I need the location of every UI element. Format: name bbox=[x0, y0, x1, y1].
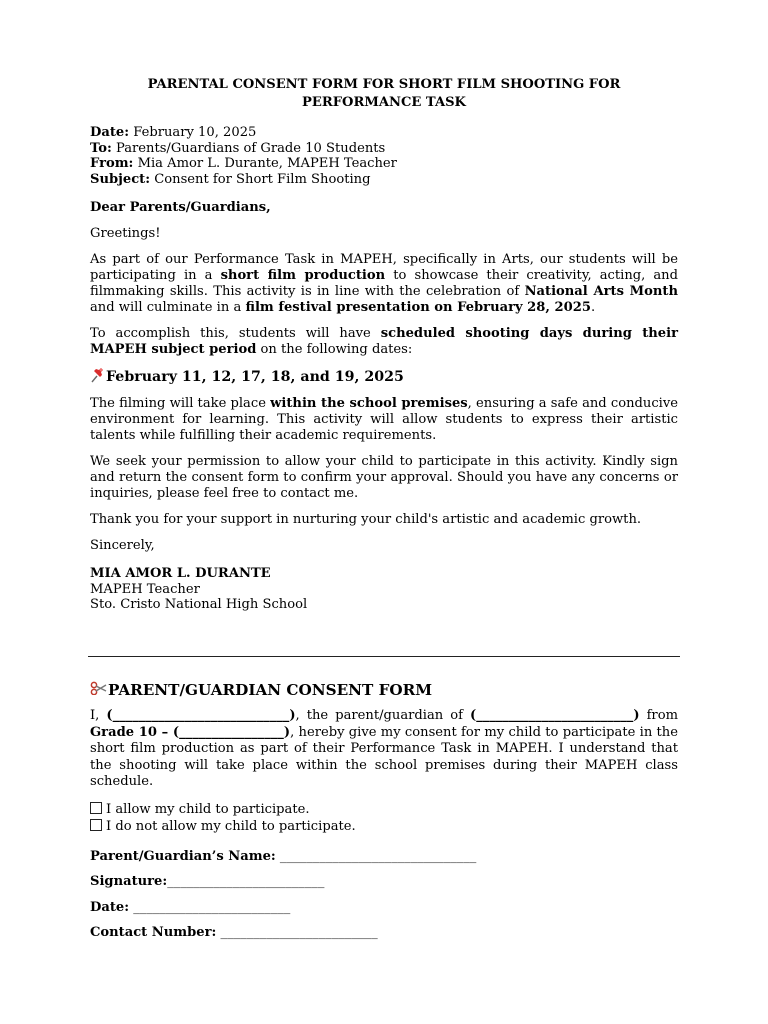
greeting: Greetings! bbox=[90, 226, 161, 241]
title-line-2: PERFORMANCE TASK bbox=[302, 95, 466, 110]
signature-line[interactable]: ________________________ bbox=[167, 874, 325, 889]
contact-number-line[interactable]: ________________________ bbox=[216, 925, 378, 940]
consent-form-title bbox=[90, 680, 678, 700]
signature-field[interactable] bbox=[90, 874, 678, 891]
consent-form-title-text: PARENT/GUARDIAN CONSENT FORM bbox=[108, 681, 433, 699]
option-allow[interactable] bbox=[90, 801, 678, 818]
shooting-dates bbox=[90, 367, 678, 386]
document-title bbox=[90, 76, 678, 112]
consent-form bbox=[90, 680, 678, 942]
meta-subject-label: Subject: bbox=[90, 171, 151, 187]
p1-text-e: and will culminate in a bbox=[90, 300, 246, 315]
child-name-blank[interactable]: (________________________) bbox=[470, 708, 640, 723]
paragraph-1 bbox=[90, 252, 678, 316]
consent-statement bbox=[90, 708, 678, 791]
pushpin-icon bbox=[90, 367, 106, 383]
letter-meta bbox=[90, 125, 678, 187]
meta-from-value: Mia Amor L. Durante, MAPEH Teacher bbox=[137, 156, 397, 171]
meta-from bbox=[90, 156, 678, 172]
paragraph-4: We seek your permission to allow your child to participate in this activity. Kindly sign and return the consent form to confirm your approval. Should you have any concerns or inquiries, please feel free to contact me. bbox=[90, 454, 678, 501]
checkbox-allow[interactable] bbox=[90, 802, 102, 814]
option-deny-label: I do not allow my child to participate. bbox=[106, 818, 356, 834]
meta-to bbox=[90, 141, 678, 157]
p1-bold-arts-month: National Arts Month bbox=[524, 284, 678, 299]
parent-name-label: Parent/Guardian’s Name: bbox=[90, 848, 276, 864]
signer-school: Sto. Cristo National High School bbox=[90, 597, 308, 612]
grade-section-blank[interactable]: Grade 10 – (________________) bbox=[90, 724, 291, 740]
paragraph-5: Thank you for your support in nurturing your child's artistic and academic growth. bbox=[90, 512, 642, 527]
date-line[interactable]: ________________________ bbox=[129, 899, 291, 915]
signature-block bbox=[90, 566, 678, 613]
p3-bold-premises: within the school premises bbox=[270, 396, 468, 411]
parent-name-line[interactable]: ______________________________ bbox=[275, 848, 477, 864]
p3-text-a: The filming will take place bbox=[90, 396, 271, 411]
meta-date-label: Date: bbox=[90, 125, 130, 140]
meta-subject-value: Consent for Short Film Shooting bbox=[154, 171, 371, 187]
meta-date bbox=[90, 125, 678, 141]
contact-number-field[interactable] bbox=[90, 925, 678, 942]
consent-options bbox=[90, 801, 678, 835]
meta-to-label: To: bbox=[90, 140, 112, 156]
consent-text-c: from bbox=[639, 708, 678, 723]
meta-from-label: From: bbox=[90, 156, 134, 171]
checkbox-deny[interactable] bbox=[90, 819, 102, 831]
consent-text-b: , the parent/guardian of bbox=[295, 708, 471, 723]
parent-name-field[interactable] bbox=[90, 849, 678, 866]
p1-bold-short-film: short film production bbox=[220, 268, 386, 283]
option-allow-label: I allow my child to participate. bbox=[106, 801, 310, 817]
p1-bold-festival: film festival presentation on February 28, 2025 bbox=[245, 300, 591, 315]
consent-letter bbox=[90, 76, 678, 613]
p1-text-c: to showcase their creativity, acting, and filmmaking skills. This activity is in line with the celebration of bbox=[90, 268, 678, 299]
closing: Sincerely, bbox=[90, 538, 155, 553]
title-line-1: PARENTAL CONSENT FORM FOR SHORT FILM SHOOTING FOR bbox=[147, 77, 621, 92]
parent-name-blank[interactable]: (___________________________) bbox=[106, 708, 296, 723]
option-deny[interactable] bbox=[90, 818, 678, 835]
p2-text-a: To accomplish this, students will have bbox=[90, 326, 381, 341]
p3-text-c: , ensuring a safe and conducive environment for learning. This activity will allow students to express their artistic talents while fulfilling their academic requirements. bbox=[90, 396, 679, 443]
meta-to-value: Parents/Guardians of Grade 10 Students bbox=[115, 140, 386, 156]
signer-title: MAPEH Teacher bbox=[90, 581, 200, 597]
contact-number-label: Contact Number: bbox=[90, 925, 217, 940]
paragraph-2 bbox=[90, 326, 678, 358]
p2-bold-schedule: scheduled shooting days during their MAPEH subject period bbox=[90, 326, 679, 357]
signer-name: MIA AMOR L. DURANTE bbox=[90, 566, 271, 581]
cut-line-divider bbox=[88, 656, 680, 657]
paragraph-3 bbox=[90, 396, 678, 444]
date-label: Date: bbox=[90, 899, 130, 915]
shooting-dates-text: February 11, 12, 17, 18, and 19, 2025 bbox=[106, 369, 404, 385]
date-field[interactable] bbox=[90, 900, 678, 917]
p1-text-g: . bbox=[590, 300, 596, 315]
consent-text-a: I, bbox=[90, 708, 107, 723]
meta-date-value: February 10, 2025 bbox=[133, 125, 257, 140]
p1-text-a: As part of our Performance Task in MAPEH, specifically in Arts, our students will be participating in a bbox=[90, 252, 678, 283]
p2-text-c: on the following dates: bbox=[256, 342, 413, 357]
meta-subject bbox=[90, 172, 678, 188]
consent-text-d: , hereby give my consent for my child to participate in the short film production as part of their Performance Task in MAPEH. I understand that the shooting will take place within the school premises during their MAPEH class schedule. bbox=[90, 724, 678, 789]
signature-label: Signature: bbox=[90, 874, 168, 889]
scissors-icon bbox=[90, 680, 108, 694]
salutation: Dear Parents/Guardians, bbox=[90, 200, 271, 215]
